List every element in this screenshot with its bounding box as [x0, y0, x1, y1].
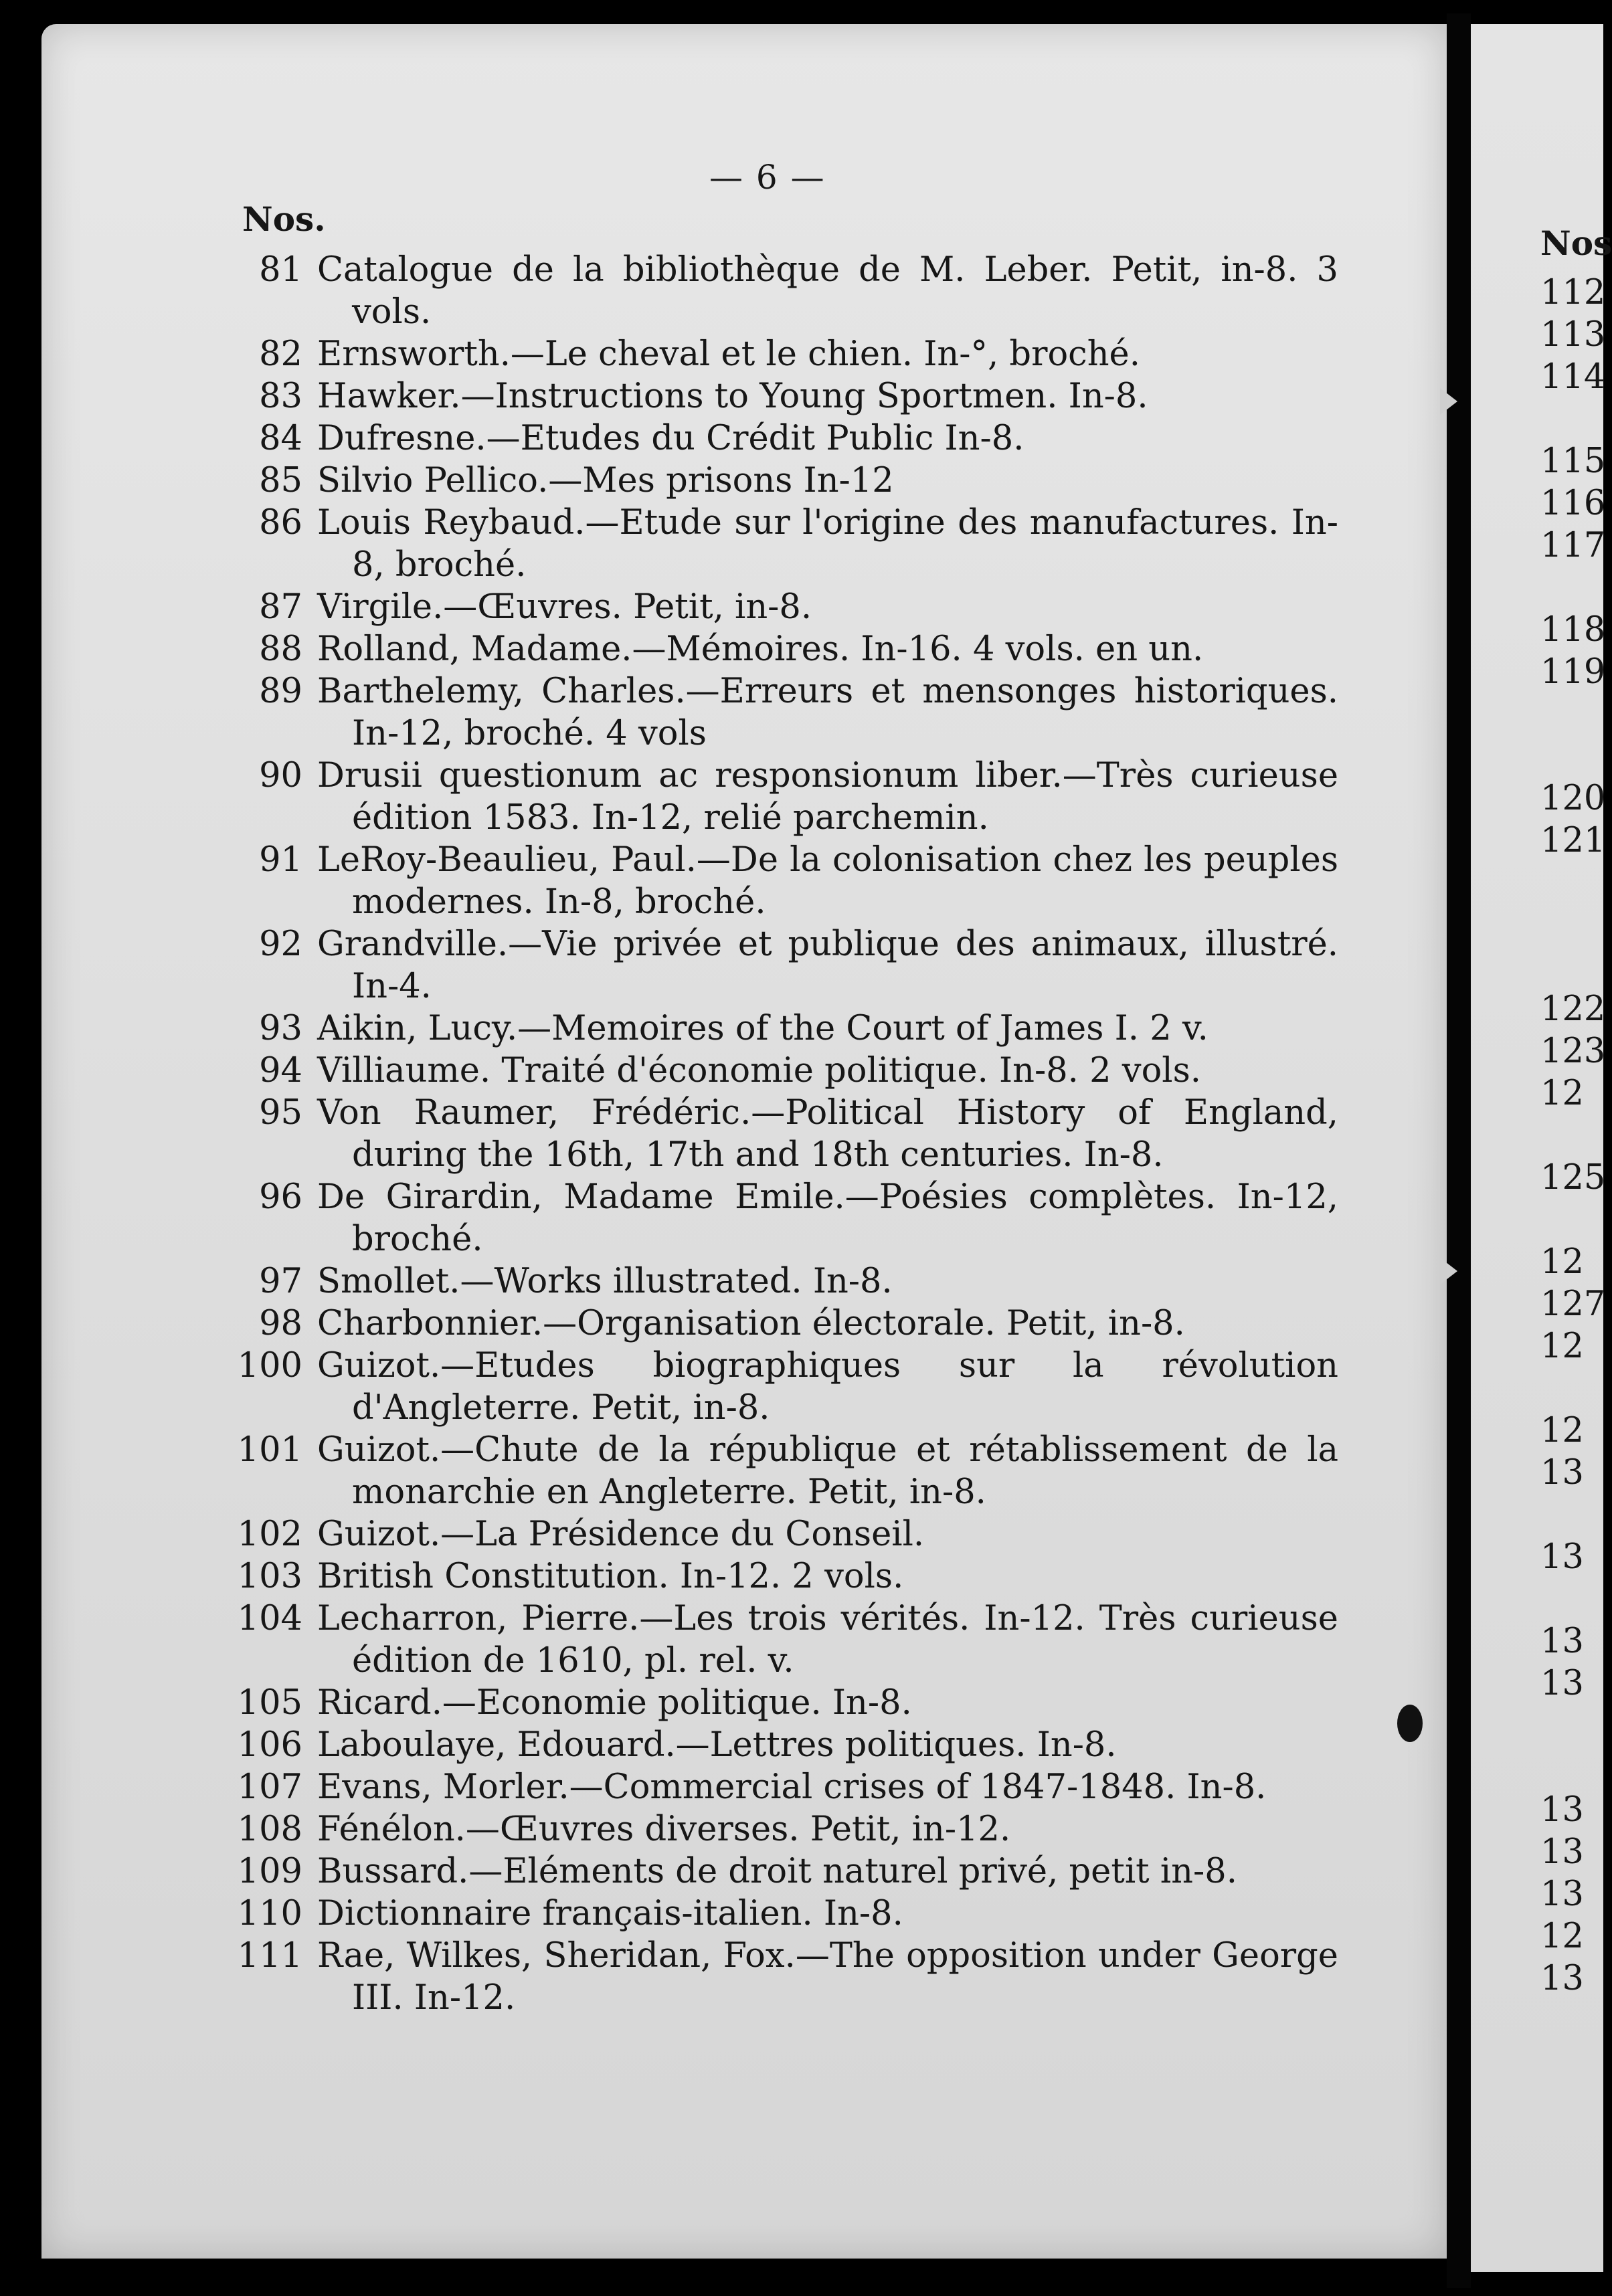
entry-number: 91: [259, 840, 302, 880]
entry-number: 92: [259, 925, 302, 964]
entry-number: 111: [237, 1936, 302, 1976]
facing-page-number: 113: [1540, 315, 1606, 355]
nos-column-header: Nos.: [242, 199, 326, 239]
entry-text: Rae, Wilkes, Sheridan, Fox.—The opposition under George III. In-12.: [317, 1936, 1338, 2018]
entry-text: Guizot.—Chute de la république et rétablissement de la monarchie en Angleterre. Petit, in-8.: [317, 1430, 1338, 1512]
entry-number: 86: [259, 503, 302, 543]
page-number: — 6 —: [709, 158, 826, 197]
entry-text: Guizot.—La Présidence du Conseil.: [317, 1515, 925, 1554]
facing-page-number: 13: [1540, 1664, 1584, 1703]
catalogue-entry: [228, 586, 1338, 628]
entry-text: Drusii questionum ac responsionum liber.—Très curieuse édition 1583. In-12, relié parchemin.: [317, 756, 1338, 838]
entry-number: 108: [237, 1810, 302, 1849]
facing-page-number: 117: [1540, 526, 1606, 565]
catalogue-entry: [228, 1850, 1338, 1893]
entry-number: 89: [259, 672, 302, 711]
entry-number: 102: [237, 1515, 302, 1554]
facing-page-number: 120: [1540, 779, 1606, 818]
catalogue-entry: [228, 1176, 1338, 1260]
entry-number: 83: [259, 377, 302, 416]
entry-text: Silvio Pellico.—Mes prisons In-12: [317, 461, 894, 500]
catalogue-entry: [228, 670, 1338, 755]
entry-text: Louis Reybaud.—Etude sur l'origine des manufactures. In-8, broché.: [317, 503, 1338, 585]
entry-text: Von Raumer, Frédéric.—Political History of England, during the 16th, 17th and 18th centuries. In-8.: [317, 1093, 1338, 1175]
facing-page-number: 13: [1540, 1453, 1584, 1493]
facing-page-number: 12: [1540, 1242, 1584, 1282]
catalogue-entry: [228, 1092, 1338, 1176]
entry-number: 106: [237, 1725, 302, 1765]
ink-blot: [1397, 1705, 1423, 1742]
entry-text: Aikin, Lucy.—Memoires of the Court of James I. 2 v.: [317, 1009, 1208, 1048]
catalogue-entry: [228, 1682, 1338, 1724]
catalogue-entry: [228, 1429, 1338, 1513]
entry-number: 109: [237, 1852, 302, 1891]
entry-text: Dufresne.—Etudes du Crédit Public In-8.: [317, 419, 1024, 458]
facing-page-number: 116: [1540, 484, 1606, 523]
catalogue-entry: [228, 1345, 1338, 1429]
entry-number: 85: [259, 461, 302, 500]
entry-text: Smollet.—Works illustrated. In-8.: [317, 1262, 893, 1301]
entry-text: Catalogue de la bibliothèque de M. Leber. Petit, in-8. 3 vols.: [317, 250, 1338, 332]
entry-number: 94: [259, 1051, 302, 1090]
facing-page-number: 12: [1540, 1074, 1584, 1113]
facing-page-nos-header: Nos: [1540, 223, 1612, 263]
entry-text: Grandville.—Vie privée et publique des animaux, illustré. In-4.: [317, 925, 1338, 1006]
facing-page-number: 13: [1540, 1832, 1584, 1872]
entry-number: 90: [259, 756, 302, 795]
catalogue-entry: [228, 628, 1338, 670]
facing-page-number: 115: [1540, 442, 1606, 481]
entry-number: 98: [259, 1304, 302, 1343]
book-gutter: [1447, 13, 1471, 2288]
facing-page-number: 127: [1540, 1284, 1606, 1324]
entry-number: 95: [259, 1093, 302, 1133]
catalogue-entry: [228, 755, 1338, 839]
facing-page-number: 125: [1540, 1158, 1606, 1198]
entry-text: De Girardin, Madame Emile.—Poésies complètes. In-12, broché.: [317, 1177, 1338, 1259]
catalogue-entry: [228, 417, 1338, 460]
facing-page-number: 13: [1540, 1622, 1584, 1661]
catalogue-entry: [228, 839, 1338, 923]
facing-page-number: 13: [1540, 1875, 1584, 1914]
entry-number: 84: [259, 419, 302, 458]
entry-text: Virgile.—Œuvres. Petit, in-8.: [317, 587, 812, 627]
entry-text: Lecharron, Pierre.—Les trois vérités. In-12. Très curieuse édition de 1610, pl. rel. v.: [317, 1599, 1338, 1681]
facing-page-number: 121: [1540, 821, 1606, 860]
entry-number: 87: [259, 587, 302, 627]
entry-number: 105: [237, 1683, 302, 1723]
catalogue-entry: [228, 333, 1338, 375]
entry-number: 81: [259, 250, 302, 290]
entry-text: Evans, Morler.—Commercial crises of 1847-1848. In-8.: [317, 1767, 1267, 1807]
entry-text: Hawker.—Instructions to Young Sportmen. In-8.: [317, 377, 1148, 416]
entry-number: 96: [259, 1177, 302, 1217]
catalogue-entry: [228, 502, 1338, 586]
page-edge-notch: [1440, 388, 1457, 415]
entry-text: LeRoy-Beaulieu, Paul.—De la colonisation chez les peuples modernes. In-8, broché.: [317, 840, 1338, 922]
facing-page-number: 13: [1540, 1537, 1584, 1577]
facing-page-number: 119: [1540, 652, 1606, 692]
catalogue-entry: [228, 1050, 1338, 1092]
catalogue-entry: [228, 1303, 1338, 1345]
entry-number: 93: [259, 1009, 302, 1048]
entry-text: Bussard.—Eléments de droit naturel privé, petit in-8.: [317, 1852, 1237, 1891]
entry-text: Guizot.—Etudes biographiques sur la révolution d'Angleterre. Petit, in-8.: [317, 1346, 1338, 1428]
catalogue-entry-list: [228, 249, 1338, 2019]
facing-page-number: 123: [1540, 1032, 1606, 1071]
facing-page-number: 12: [1540, 1327, 1584, 1366]
catalogue-entry: [228, 1260, 1338, 1303]
entry-text: Fénélon.—Œuvres diverses. Petit, in-12.: [317, 1810, 1011, 1849]
catalogue-entry: [228, 1935, 1338, 2019]
catalogue-entry: [228, 1598, 1338, 1682]
entry-text: Rolland, Madame.—Mémoires. In-16. 4 vols. en un.: [317, 630, 1204, 669]
entry-number: 97: [259, 1262, 302, 1301]
facing-page-number: 12: [1540, 1917, 1584, 1956]
catalogue-entry: [228, 1893, 1338, 1935]
catalogue-entry: [228, 1008, 1338, 1050]
page-edge-notch: [1440, 1258, 1457, 1284]
entry-text: Villiaume. Traité d'économie politique. In-8. 2 vols.: [317, 1051, 1201, 1090]
catalogue-entry: [228, 1724, 1338, 1766]
entry-number: 104: [237, 1599, 302, 1638]
facing-page-number: 13: [1540, 1790, 1584, 1830]
facing-page-number: 114: [1540, 357, 1606, 397]
catalogue-entry: [228, 1555, 1338, 1598]
entry-text: Barthelemy, Charles.—Erreurs et mensonges historiques. In-12, broché. 4 vols: [317, 672, 1338, 753]
catalogue-entry: [228, 923, 1338, 1008]
facing-page-number: 118: [1540, 610, 1606, 650]
entry-number: 103: [237, 1557, 302, 1596]
facing-page-number: 122: [1540, 989, 1606, 1029]
catalogue-entry: [228, 1513, 1338, 1555]
catalogue-entry: [228, 460, 1338, 502]
entry-text: British Constitution. In-12. 2 vols.: [317, 1557, 904, 1596]
entry-text: Ricard.—Economie politique. In-8.: [317, 1683, 912, 1723]
catalogue-entry: [228, 1808, 1338, 1850]
facing-page-number: 112: [1540, 273, 1606, 312]
catalogue-entry: [228, 1766, 1338, 1808]
facing-page-number: 12: [1540, 1411, 1584, 1450]
entry-number: 107: [237, 1767, 302, 1807]
catalogue-entry: [228, 249, 1338, 333]
entry-number: 101: [237, 1430, 302, 1470]
entry-number: 110: [237, 1894, 302, 1933]
catalogue-entry: [228, 375, 1338, 417]
entry-text: Ernsworth.—Le cheval et le chien. In-°, broché.: [317, 334, 1140, 374]
entry-number: 100: [237, 1346, 302, 1385]
entry-text: Charbonnier.—Organisation électorale. Petit, in-8.: [317, 1304, 1185, 1343]
entry-number: 88: [259, 630, 302, 669]
entry-text: Laboulaye, Edouard.—Lettres politiques. In-8.: [317, 1725, 1117, 1765]
entry-text: Dictionnaire français-italien. In-8.: [317, 1894, 903, 1933]
entry-number: 82: [259, 334, 302, 374]
facing-page-number: 13: [1540, 1959, 1584, 1998]
facing-page-fragment: [1471, 24, 1612, 2272]
